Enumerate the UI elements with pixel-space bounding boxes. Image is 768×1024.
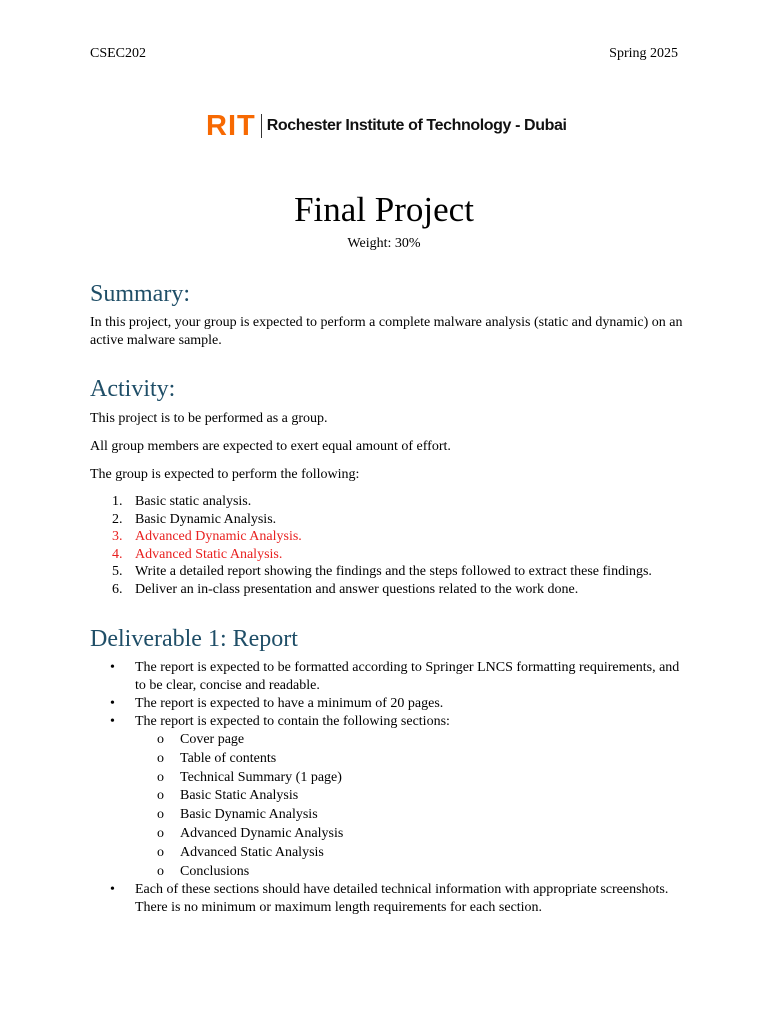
section-item	[135, 806, 690, 825]
bullet-icon: •	[110, 714, 115, 729]
item-text: Advanced Dynamic Analysis.	[135, 529, 302, 545]
sub-bullet-icon: o	[157, 732, 164, 747]
item-text: Advanced Static Analysis.	[135, 546, 283, 562]
activity-item	[90, 511, 652, 529]
activity-item	[90, 563, 652, 581]
activity-paragraph-1: This project is to be performed as a group.	[90, 411, 328, 426]
sub-bullet-icon: o	[157, 825, 164, 841]
section-text: Cover page	[180, 732, 245, 747]
section-text: Basic Static Analysis	[180, 788, 299, 804]
section-text: Table of contents	[180, 750, 277, 766]
sub-bullet-icon: o	[157, 788, 164, 804]
activity-item-highlighted	[90, 528, 652, 546]
summary-text: In this project, your group is expected to perform a complete malware analysis (static and dynamic) on an active malware sample.	[90, 315, 683, 348]
item-number: 5.	[112, 564, 123, 580]
section-item	[135, 863, 690, 882]
item-text: The report is expected to contain the following sections:	[135, 714, 450, 729]
weight-label: Weight: 30%	[347, 236, 421, 251]
item-number: 6.	[112, 581, 123, 597]
section-item	[135, 769, 690, 788]
section-item	[135, 844, 690, 863]
logo-mark: RIT	[206, 110, 256, 142]
rit-logo	[206, 112, 566, 140]
section-item	[135, 787, 690, 806]
sub-bullet-icon: o	[157, 844, 164, 860]
list-item	[90, 713, 690, 881]
activity-item	[90, 581, 652, 599]
section-text: Advanced Static Analysis	[180, 844, 324, 860]
item-number: 1.	[112, 494, 123, 509]
item-text: Basic Dynamic Analysis.	[135, 511, 277, 527]
list-item	[90, 659, 690, 695]
activity-paragraph-3: The group is expected to perform the following:	[90, 467, 360, 482]
activity-item-highlighted	[90, 546, 652, 564]
item-text: The report is expected to have a minimum of 20 pages.	[135, 696, 444, 711]
activity-paragraph-2: All group members are expected to exert equal amount of effort.	[90, 439, 451, 454]
item-text: Basic static analysis.	[135, 494, 252, 509]
section-text: Technical Summary (1 page)	[180, 769, 342, 785]
header-term: Spring 2025	[609, 46, 678, 61]
section-text: Advanced Dynamic Analysis	[180, 825, 344, 841]
item-text: Each of these sections should have detailed technical information with appropriate screenshots. There is no minimum or maximum length requirements for each section.	[135, 882, 669, 916]
bullet-icon: •	[110, 696, 115, 711]
section-text: Basic Dynamic Analysis	[180, 807, 318, 823]
sub-bullet-icon: o	[157, 769, 164, 785]
sub-bullet-icon: o	[157, 807, 164, 823]
section-item	[135, 825, 690, 844]
item-number: 2.	[112, 511, 123, 527]
deliverable-list	[90, 659, 690, 917]
logo-text: Rochester Institute of Technology - Dubai	[266, 117, 567, 134]
header-course: CSEC202	[90, 46, 147, 61]
item-number: 4.	[112, 546, 123, 562]
sub-bullet-icon: o	[157, 863, 164, 879]
item-text: Write a detailed report showing the findings and the steps followed to extract these findings.	[135, 564, 652, 580]
item-number: 3.	[112, 529, 123, 545]
summary-heading: Summary:	[90, 281, 190, 307]
page-title: Final Project	[294, 190, 474, 229]
activity-heading: Activity:	[90, 376, 176, 402]
item-text: Deliver an in-class presentation and answer questions related to the work done.	[135, 581, 579, 597]
list-item	[90, 695, 690, 713]
bullet-icon: •	[110, 882, 115, 898]
deliverable-heading: Deliverable 1: Report	[90, 626, 298, 652]
list-item	[90, 881, 690, 917]
activity-list	[90, 493, 652, 599]
logo-divider	[261, 114, 262, 138]
activity-item	[90, 493, 652, 511]
bullet-icon: •	[110, 660, 115, 675]
sections-list	[135, 731, 690, 881]
item-text: The report is expected to be formatted according to Springer LNCS formatting requirements, and to be clear, concise and readable.	[135, 660, 680, 693]
section-item	[135, 731, 690, 750]
section-item	[135, 750, 690, 769]
section-text: Conclusions	[180, 863, 250, 879]
sub-bullet-icon: o	[157, 750, 164, 766]
